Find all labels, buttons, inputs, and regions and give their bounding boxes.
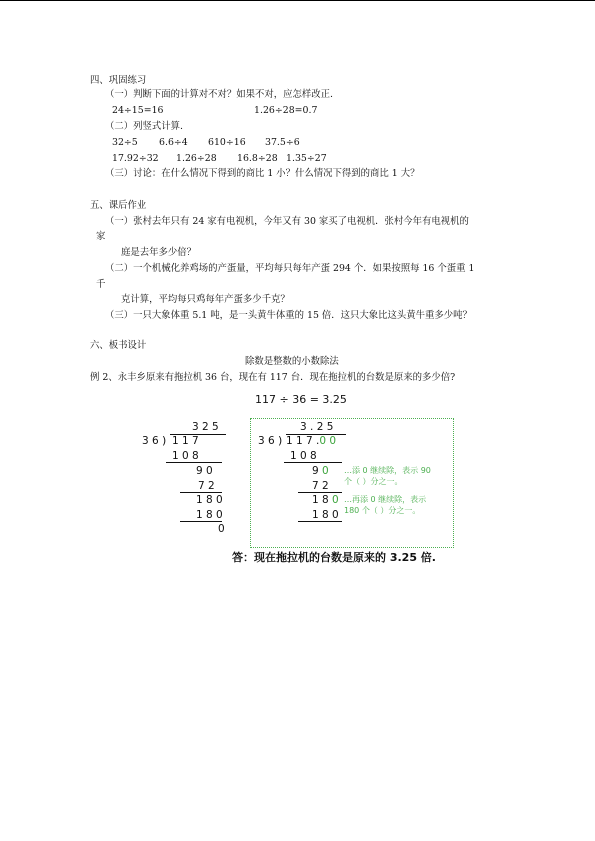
- exercise-2-item: 1.35÷27: [286, 153, 327, 164]
- section-5-title: 五、课后作业: [90, 200, 147, 211]
- right-step: [312, 465, 329, 477]
- exercise-2-item: 32÷5: [112, 137, 138, 148]
- homework-2-line: （二）一个机械化养鸡场的产蛋量，平均每只每年产蛋 294 个．如果按照每 16 个蛋重 1: [105, 263, 475, 274]
- right-dividend: [286, 435, 336, 447]
- right-step: 7 2: [312, 480, 329, 492]
- right-step: [312, 494, 339, 506]
- homework-1-line: 家: [96, 231, 106, 242]
- right-step: 1 0 8: [290, 450, 317, 462]
- exercise-1-prompt: （一）判断下面的计算对不对？如果不对，应怎样改正.: [105, 89, 333, 100]
- left-step: 1 8 0: [196, 494, 223, 506]
- exercise-2-item: 610÷16: [208, 137, 246, 148]
- right-step: 1 8 0: [312, 509, 339, 521]
- left-step: 9 0: [196, 465, 213, 477]
- homework-3-line: （三）一只大象体重 5.1 吨，是一头黄牛体重的 15 倍．这只大象比这头黄牛重多少吨？: [105, 310, 472, 321]
- left-step-line: [180, 492, 222, 493]
- exercise-1-item-a: 24÷15=16: [112, 105, 164, 116]
- homework-2-line: 千: [96, 279, 106, 290]
- board-title: 除数是整数的小数除法: [245, 356, 339, 367]
- homework-2-line: 克计算，平均每只鸡每年产蛋多少千克？: [121, 294, 290, 305]
- exercise-1-item-b: 1.26÷28=0.7: [254, 105, 318, 116]
- page-top-border: [0, 0, 595, 1]
- right-step-digits: 9: [312, 465, 319, 477]
- exercise-2-item: 6.6÷4: [159, 137, 188, 148]
- note-line: 个（ ）分之一。: [344, 477, 403, 486]
- exercise-2-item: 1.26÷28: [176, 153, 217, 164]
- right-step-line: [298, 521, 342, 522]
- left-step: 1 8 0: [196, 509, 223, 521]
- right-dividend-main: 1 1 7 .: [286, 435, 320, 447]
- right-quotient: 3 . 2 5: [300, 421, 334, 433]
- right-step-added-zero: 0: [322, 465, 329, 477]
- exercise-2-item: 16.8÷28: [237, 153, 278, 164]
- left-bracket: ): [162, 434, 167, 447]
- exercise-2-item: 17.92÷32: [112, 153, 159, 164]
- exercise-2-prompt: （二）列竖式计算.: [105, 121, 183, 132]
- left-quotient: 3 2 5: [192, 421, 219, 433]
- note-second-zero: [344, 494, 426, 516]
- left-step-line: [166, 462, 222, 463]
- left-dividend: 1 1 7: [172, 435, 199, 447]
- exercise-2-item: 37.5÷6: [265, 137, 300, 148]
- left-step: 1 0 8: [172, 450, 199, 462]
- right-step-line: [298, 492, 342, 493]
- section-4-title: 四、巩固练习: [90, 75, 147, 86]
- right-step-digits: 1 8: [312, 494, 329, 506]
- right-dividend-added-zeros: 0 0: [319, 435, 337, 447]
- section-6-title: 六、板书设计: [90, 340, 147, 351]
- note-line: …添 0 继续除，表示 90: [344, 466, 431, 475]
- exercise-3-prompt: （三）讨论：在什么情况下得到的商比 1 小？什么情况下得到的商比 1 大？: [105, 168, 420, 179]
- right-bracket: ): [278, 434, 283, 447]
- example-2-text: 例 2、永丰乡原来有拖拉机 36 台，现在有 117 台．现在拖拉机的台数是原来的多少倍?: [90, 372, 456, 383]
- note-line: 180 个（ ）分之一。: [344, 506, 421, 515]
- answer-text: 答：现在拖拉机的台数是原来的 3.25 倍.: [232, 551, 436, 564]
- note-first-zero: [344, 465, 431, 487]
- left-divisor: 3 6: [142, 435, 159, 447]
- left-step-line: [180, 521, 222, 522]
- homework-1-line: （一）张村去年只有 24 家有电视机，今年又有 30 家买了电视机．张村今年有电视机的: [105, 216, 469, 227]
- note-line: …再添 0 继续除，表示: [344, 495, 427, 504]
- left-step: 7 2: [198, 480, 215, 492]
- right-step-line: [284, 462, 342, 463]
- right-step-added-zero: 0: [332, 494, 339, 506]
- homework-1-line: 庭是去年多少倍？: [121, 247, 197, 258]
- example-equation: 117 ÷ 36 = 3.25: [255, 393, 347, 406]
- right-divisor: 3 6: [258, 435, 275, 447]
- left-step: 0: [218, 523, 225, 535]
